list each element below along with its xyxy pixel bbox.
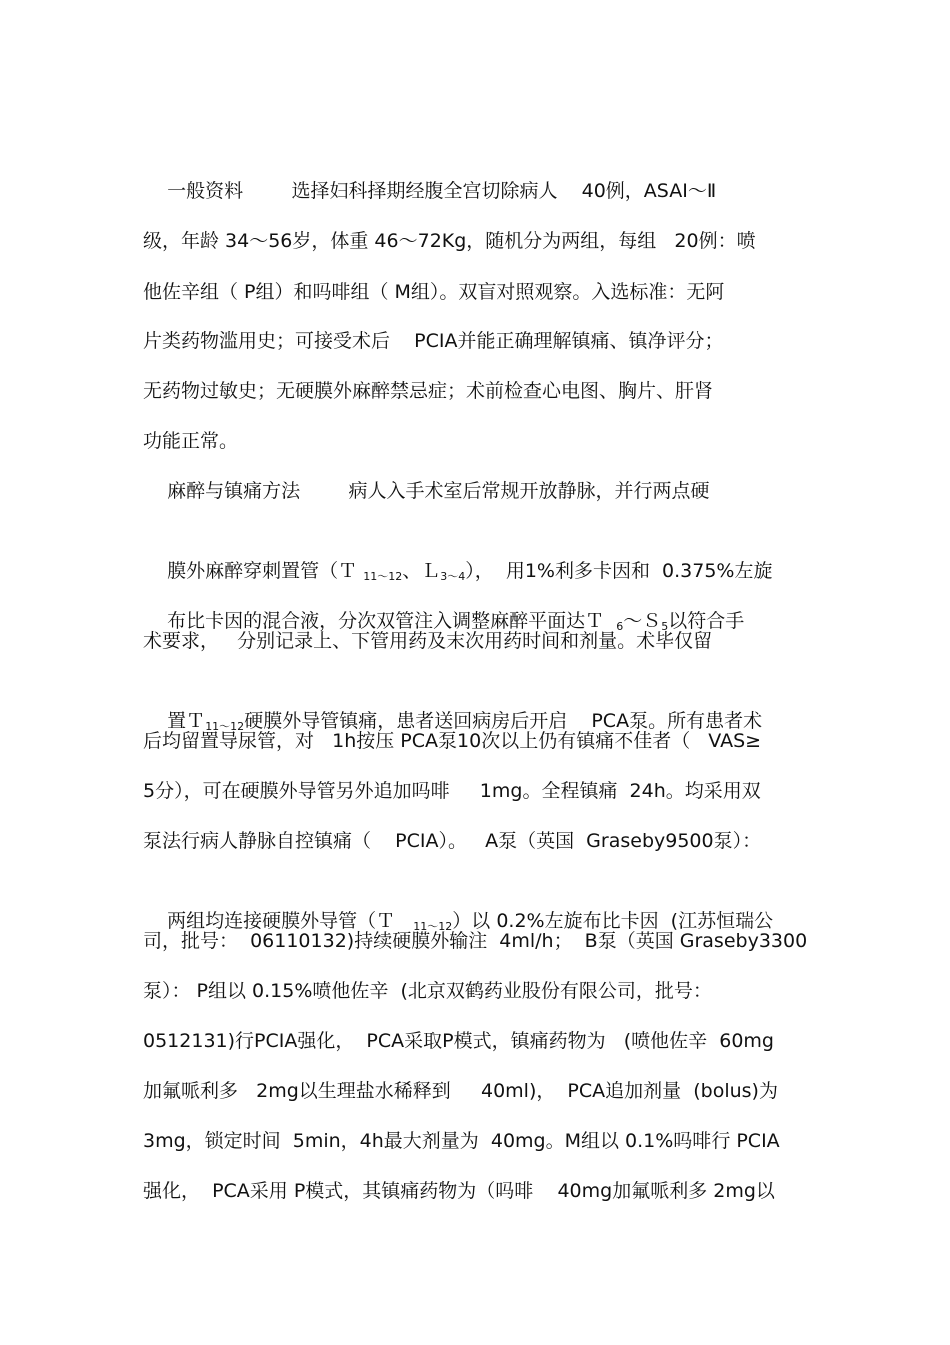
- subscript: 11～12: [413, 920, 453, 933]
- paragraph-line: 术要求， 分别记录上、下管用药及末次用药时间和剂量。术毕仅留: [143, 630, 713, 652]
- paragraph-line: 无药物过敏史；无硬膜外麻醉禁忌症；术前检查心电图、胸片、肝肾: [143, 380, 714, 402]
- text-run: 、Ｌ: [402, 560, 441, 582]
- paragraph-line: 0512131)行PCIA强化， PCA采取P模式，镇痛药物为 (喷他佐辛 60mg: [143, 1030, 774, 1052]
- paragraph-line: 片类药物滥用史；可接受术后 PCIA并能正确理解镇痛、镇净评分；: [143, 330, 724, 352]
- paragraph-line: 级，年龄 34～56岁，体重 46～72Kg，随机分为两组，每组 20例：喷: [143, 230, 756, 252]
- paragraph-line: 加氟哌利多 2mg以生理盐水稀释到 40ml)， PCA追加剂量 (bolus)为: [143, 1080, 778, 1102]
- paragraph-line: 3mg，锁定时间 5min，4h最大剂量为 40mg。M组以 0.1%吗啡行 PCIA: [143, 1130, 780, 1152]
- paragraph-line: 麻醉与镇痛方法 病人入手术室后常规开放静脉，并行两点硬: [143, 480, 710, 502]
- text-run: 布比卡因的混合液，分次双管注入调整麻醉平面达Ｔ: [167, 610, 617, 632]
- paragraph-line: 一般资料 选择妇科择期经腹全宫切除病人 40例，ASAⅠ～Ⅱ: [143, 180, 717, 202]
- paragraph-line: 功能正常。: [143, 430, 239, 452]
- text-run: 以符合手: [668, 610, 745, 632]
- text-run: ）， 用1%利多卡因和 0.375%左旋: [465, 560, 773, 582]
- paragraph-line: 司，批号： 06110132)持续硬膜外输注 4ml/h； B泵（英国 Graseby3300: [143, 930, 808, 952]
- text-run: 两组均连接硬膜外导管（Ｔ: [167, 910, 414, 932]
- subscript: 11～12: [205, 720, 245, 733]
- paragraph-line: 他佐辛组（ P组）和吗啡组（ M组）。双盲对照观察。入选标准：无阿: [143, 281, 725, 303]
- text-run: ）以 0.2%左旋布比卡因 (江苏恒瑞公: [452, 910, 774, 932]
- subscript: 11～12: [363, 570, 403, 583]
- text-run: 硬膜外导管镇痛，患者送回病房后开启 PCA泵。所有患者术: [244, 710, 763, 732]
- subscript: 5: [661, 620, 669, 633]
- text-run: 膜外麻醉穿刺置管（Ｔ: [167, 560, 364, 582]
- paragraph-line: 泵）： P组以 0.15%喷他佐辛 (北京双鹤药业股份有限公司，批号：: [143, 980, 712, 1002]
- paragraph-line: 强化， PCA采用 P模式，其镇痛药物为（吗啡 40mg加氟哌利多 2mg以: [143, 1180, 775, 1202]
- paragraph-line: 后均留置导尿管，对 1h按压 PCA泵10次以上仍有镇痛不佳者（ VAS≥: [143, 730, 762, 752]
- text-run: ～Ｓ: [623, 610, 662, 632]
- subscript: 3～4: [440, 570, 466, 583]
- subscript: 6: [616, 620, 624, 633]
- paragraph-line: 5分），可在硬膜外导管另外追加吗啡 1mg。全程镇痛 24h。均采用双: [143, 780, 761, 802]
- paragraph-line: 泵法行病人静脉自控镇痛（ PCIA）。 A泵（英国 Graseby9500泵）：: [143, 830, 762, 852]
- text-run: 置Ｔ: [167, 710, 206, 732]
- paragraph-line: [143, 576, 745, 633]
